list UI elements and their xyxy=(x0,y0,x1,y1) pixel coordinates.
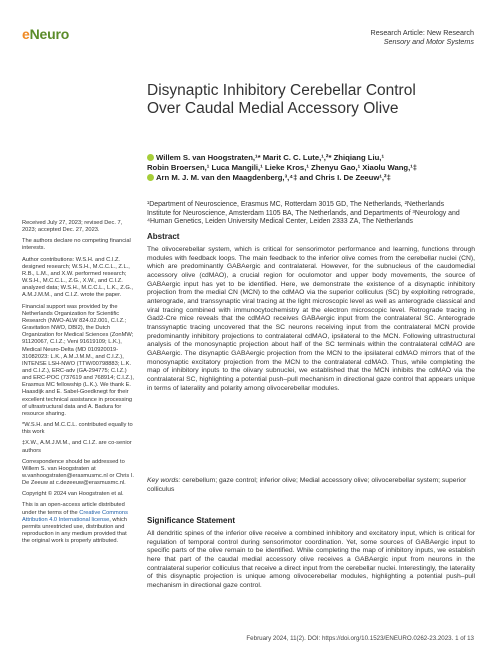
keywords-text: cerebellum; gaze control; inferior olive; Medial accessory olive; olivocerebellar system; superior colliculus xyxy=(147,477,467,493)
license-statement: This is an open-access article distributed under the terms of the Creative Commons Attribution 4.0 International license, which permits unrestricted use, distribution and reproduction in any medium provided that the original work is properly attributed. xyxy=(22,502,128,545)
author-contributions: Author contributions: W.S.H. and C.I.Z. designed research; W.S.H., M.C.C.L., Z.L., R.B., L.M., and X.W. performed research; W.S.H., M.C.C.L., Z.G., X.W., and C.I.Z. analyzed data; W.S.H., M.C.C.L., L.K., Z.G., A.M.J.M.M., and C.I.Z. wrote the paper. xyxy=(22,256,133,299)
article-header xyxy=(371,28,474,46)
article-section: Sensory and Motor Systems xyxy=(383,37,474,46)
significance-heading: Significance Statement xyxy=(147,516,236,525)
orcid-icon[interactable] xyxy=(147,174,154,181)
orcid-icon[interactable] xyxy=(147,154,154,161)
abstract-heading: Abstract xyxy=(147,232,180,241)
correspondence: Correspondence should be addressed to Willem S. van Hoogstraten at w.vanhoogstraten@erasmusmc.nl or Chris I. De Zeeuw at c.dezeeuw@erasmusmc.nl. xyxy=(22,458,134,487)
keywords-label: Key words: xyxy=(147,477,181,484)
abstract-text: The olivocerebellar system, which is critical for sensorimotor performance and learning, functions through modules with feedback loops. The main feedback to the inferior olive comes from the cerebellar nuclei (CN), which are predominantly GABAergic and contralateral. However, for the subnucleus of the caudomedial accessory olive (cdMAO), a crucial region for oculomotor and upper body movements, the source of GABAergic input has yet to be identified. Here, we demonstrate the existence of a disynaptic inhibitory projection from the medial CN (MCN) to the cdMAO via the superior colliculus (SC) by exploiting retrograde, anterograde, and transsynaptic viral tracing at the light microscopic level as well as anterograde classical and viral tracing combined with immunocytochemistry at the electron microscopic level. Retrograde tracing in Gad2-Cre mice reveals that the cdMAO receives GABAergic input from the contralateral SC. Anterograde transsynaptic tracing uncovered that the SC neurons receiving input from the contralateral MCN provide predominantly inhibitory projections to contralateral cdMAO, ipsilateral to the MCN. Following ultrastructural analysis of the monosynaptic projection about half of the SC terminals within the contralateral cdMAO are GABAergic. The disynaptic GABAergic projection from the MCN to the ipsilateral cdMAO mirrors that of the monosynaptic excitatory projection from the MCN to the contralateral cdMAO. Thus, while completing the map of inhibitory inputs to the olivary subnuclei, we established that the MCN inhibits the cdMAO via the contralateral SC, highlighting a potential push–pull mechanism in directional gaze control that appears unique in terms of laterality and polarity among olivocerebellar modules. xyxy=(147,246,475,392)
author-line-1: Willem S. van Hoogstraten,¹* Marit C. C. Lute,¹,²* Zhiqiang Liu,¹ xyxy=(147,153,477,163)
journal-logo: eNeuro xyxy=(22,26,70,42)
article-title: Disynaptic Inhibitory Cerebellar Control Over Caudal Medial Accessory Olive xyxy=(147,82,416,117)
page-footer: February 2024, 11(2). DOI: https://doi.org/10.1523/ENEURO.0262-23.2023. 1 of 13 xyxy=(246,635,474,642)
author-line-2: Robin Broersen,¹ Luca Mangili,¹ Lieke Kros,¹ Zhenyu Gao,¹ Xiaolu Wang,¹‡ xyxy=(147,163,418,172)
significance-text: All dendritic spines of the inferior olive receive a combined inhibitory and excitatory input, which is critical for regulation of temporal control during sensorimotor coordination. Yet, some sources of GABAergic input to specific parts of the olive remain to be identified. While completing the map of inhibitory inputs, we establish here that part of the caudal medial accessory olive receives a GABAergic input from neurons in the contralateral superior colliculus that receive a direct input from the cerebellar nuclei. Interestingly, the laterality of this disynaptic projection is unique among olivocerebellar modules, highlighting a potential push–pull mechanism in directional gaze control. xyxy=(147,530,475,589)
article-sidebar xyxy=(22,220,134,549)
article-type: Research Article: New Research xyxy=(370,28,474,37)
author-list xyxy=(147,153,477,183)
author-line-3: Arn M. J. M. van den Maagdenberg,³,⁴‡ and Chris I. De Zeeuw¹,²‡ xyxy=(147,173,477,183)
keywords xyxy=(147,477,475,494)
equal-contribution-note: *W.S.H. and M.C.C.L. contributed equally to this work xyxy=(22,422,133,436)
license-link[interactable]: Creative Commons Attribution 4.0 International license xyxy=(22,509,128,523)
received-dates: Received July 27, 2023; revised Dec. 7, 2023; accepted Dec. 27, 2023. xyxy=(22,220,123,234)
co-senior-note: ‡X.W., A.M.J.M.M., and C.I.Z. are co-senior authors xyxy=(22,440,132,454)
conflict-statement: The authors declare no competing financial interests. xyxy=(22,238,131,252)
copyright: Copyright © 2024 van Hoogstraten et al. xyxy=(22,491,124,498)
funding-statement: Financial support was provided by the Netherlands Organization for Scientific Research (NWO-ALW 824.02.001, C.I.Z.; Gravitation NWO, DBI2), the Dutch Organization for Medical Sciences (ZonMW; 91120067, C.I.Z.; Veni 91619109; L.K.), Medical Neuro-Delta (MD 010920019-31082023: L.K., A.M.J.M.M., and C.I.Z.), INTENSE LSH-NWO (TTW/00798883; L.K. and C.I.Z.), ERC-adv (GA-294775; C.I.Z.) and ERC-POC (737619 and 768914; C.I.Z.), Erasmus MC fellowship (L.K.). We thank E. Haasdijk and E. Sabel-Goedknegt for their excellent technical assistance in processing of ultrastructural data and A. Badura for resource sharing. xyxy=(22,303,134,417)
affiliations: ¹Department of Neuroscience, Erasmus MC, Rotterdam 3015 GD, The Netherlands, ²Netherlands Institute for Neuroscience, Amsterdam 1105 BA, The Netherlands, and Departments of ³Neurology and ⁴Human Genetics, Leiden University Medical Center, Leiden 2333 ZA, The Netherlands xyxy=(147,201,460,225)
